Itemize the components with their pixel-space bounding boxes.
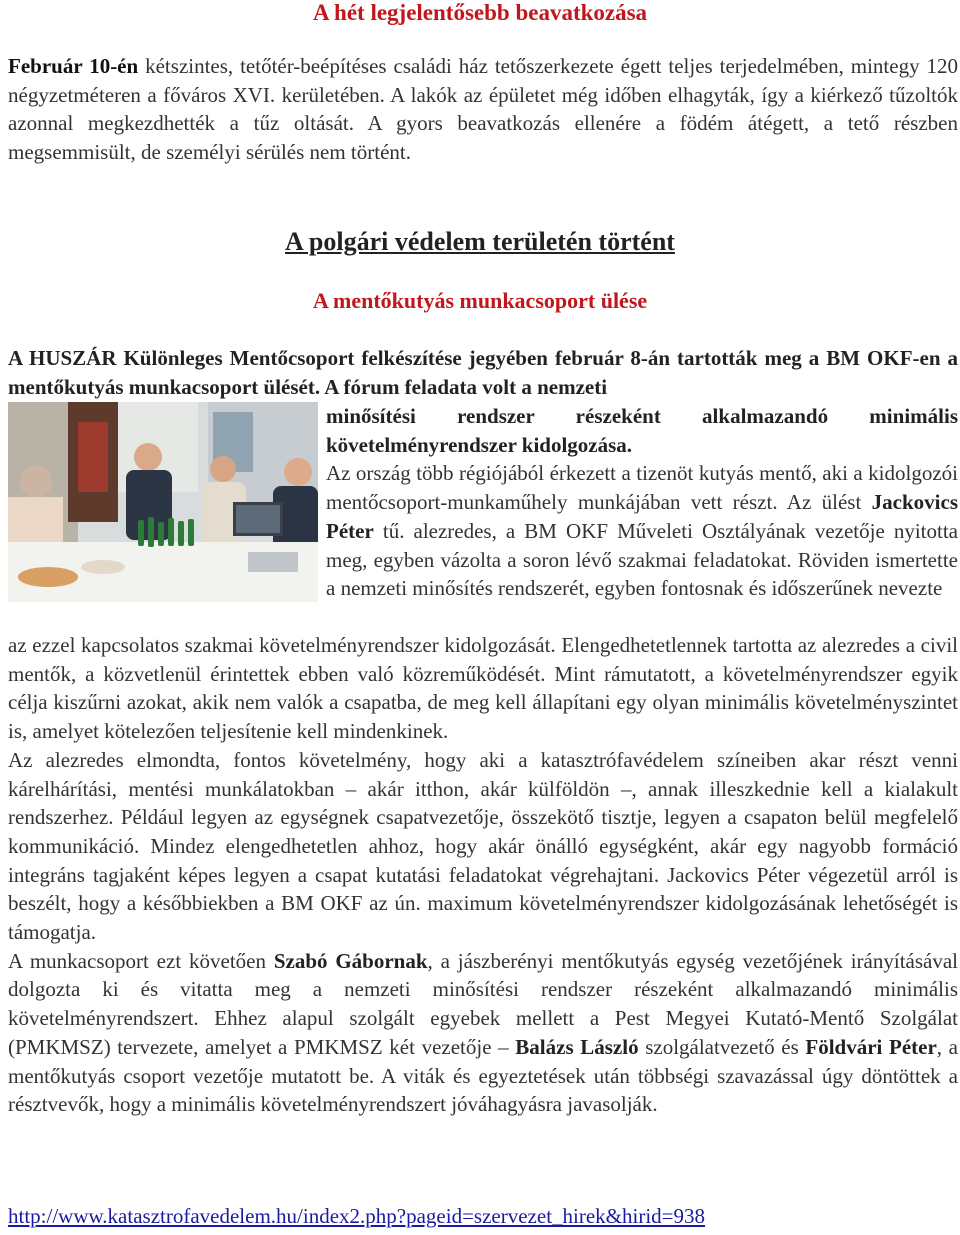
meeting-photo	[8, 402, 318, 602]
article-wrap-part2: tű. alezredes, a BM OKF Műveleti Osztályának vezetője nyitotta meg, egyben vázolta a soron lévő szakmai feladatokat. Röviden ismertette a nemzeti minősítés rendszerét, egyben fontosnak és időszerűnek nevezte	[326, 518, 958, 601]
article-paragraph-3-part-a: A munkacsoport ezt követően	[8, 948, 274, 973]
balazs-laszlo-name: Balázs László	[515, 1034, 639, 1059]
section-heading: A polgári védelem területén történt	[285, 227, 675, 256]
intervention-text: kétszintes, tetőtér-beépítéses családi ház tetőszerkezete égett teljes terjedelmében, mintegy 120 négyzetméteren a főváros XVI. kerületében. A lakók az épületet még időben elhagyták, így a kiérkező tűzoltók azonnal megkezdhették a tűz oltását. A gyors beavatkozás ellenére a födém átégett, a tető részben megsemmisült, de személyi sérülés nem történt.	[8, 54, 958, 165]
meeting-photo-illustration	[8, 402, 318, 602]
article-paragraph-1: az ezzel kapcsolatos szakmai követelményrendszer kidolgozását. Elengedhetetlennek tartotta az alezredes a civil mentők, a közvetlenül érintettek ebben való közreműködését. Mint rámutatott, a követelményrendszer egyik célja kiszűrni azokat, akik nem valók a csapatba, de meg kell állapítani egy olyan minimális követelményszintet is, amelyet kötelezően teljesítenie kell mindenkinek.	[8, 633, 958, 744]
article-goal: minősítési rendszer részeként alkalmazandó minimális követelményrendszer kidolgozása.	[326, 404, 958, 457]
weekly-intervention-title: A hét legjelentősebb beavatkozása	[312, 0, 648, 25]
article-paragraph-2: Az alezredes elmondta, fontos követelmény, hogy aki a katasztrófavédelem színeiben akar részt venni kárelhárítási, mentési munkálatokban – akár itthon, akár külföldön –, annak illeszkednie kell a kialakult rendszerhez. Például legyen az egységnek csapatvezetője, összekötő tisztje, legyen a csapaton belül megfelelő kommunikáció. Mindez elengedhetetlen ahhoz, hogy akár önálló egységként, akár egy nagyobb formáció integráns tagjaként képes legyen a csapat kutatási feladatokat végrehajtani. Jackovics Péter végezetül arról is beszélt, hogy a későbbiekben a BM OKF az ún. maximum követelményrendszer kidolgozásának lehetőségét is támogatja.	[8, 747, 958, 945]
intervention-paragraph	[8, 52, 958, 167]
article-paragraph-3-part-d: , a mentőkutyás csoport vezetője mutatott be. A viták és egyeztetések után többségi szavazással úgy döntöttek a résztvevők, hogy a minimális követelményrendszert jóváhagyásra javasolják.	[8, 1034, 958, 1117]
article-wrap-part1: Az ország több régiójából érkezett a tizenöt kutyás mentő, aki a kidolgozói mentőcsoport-munkaműhely munkájában vett részt. Az ülést	[326, 461, 958, 515]
article-paragraph-3-part-c: szolgálatvezető és	[638, 1034, 806, 1059]
source-link[interactable]: http://www.katasztrofavedelem.hu/index2.php?pageid=szervezet_hirek&hirid=938	[8, 1204, 706, 1228]
jackovics-name: Jackovics Péter	[326, 490, 958, 543]
foldvari-peter-name: Földvári Péter	[805, 1034, 937, 1059]
intervention-date: Február 10-én	[8, 54, 139, 78]
szabo-gabor-name: Szabó Gábornak	[273, 948, 428, 973]
article-paragraph-3-part-b: , a jászberényi mentőkutyás egység vezetőjének irányításával dolgozta ki és vitatta meg a nemzeti minősítési rendszer részeként alkalmazandó minimális követelményrendszert. Ehhez alapul szolgált egyebek mellett a Pest Megyei Kutató-Mentő Szolgálat (PMKMSZ) tervezete, amelyet a PMKMSZ két vezetője –	[8, 948, 958, 1059]
section-subheading: A mentőkutyás munkacsoport ülése	[312, 288, 648, 313]
article-intro: A HUSZÁR Különleges Mentőcsoport felkészítése jegyében február 8-án tartották meg a BM OKF-en a mentőkutyás munkacsoport ülését. A fórum feladata volt a nemzeti	[8, 346, 958, 399]
article-body	[8, 631, 958, 1119]
article-paragraph-3	[8, 947, 958, 1119]
article-wrap-text	[326, 402, 958, 603]
